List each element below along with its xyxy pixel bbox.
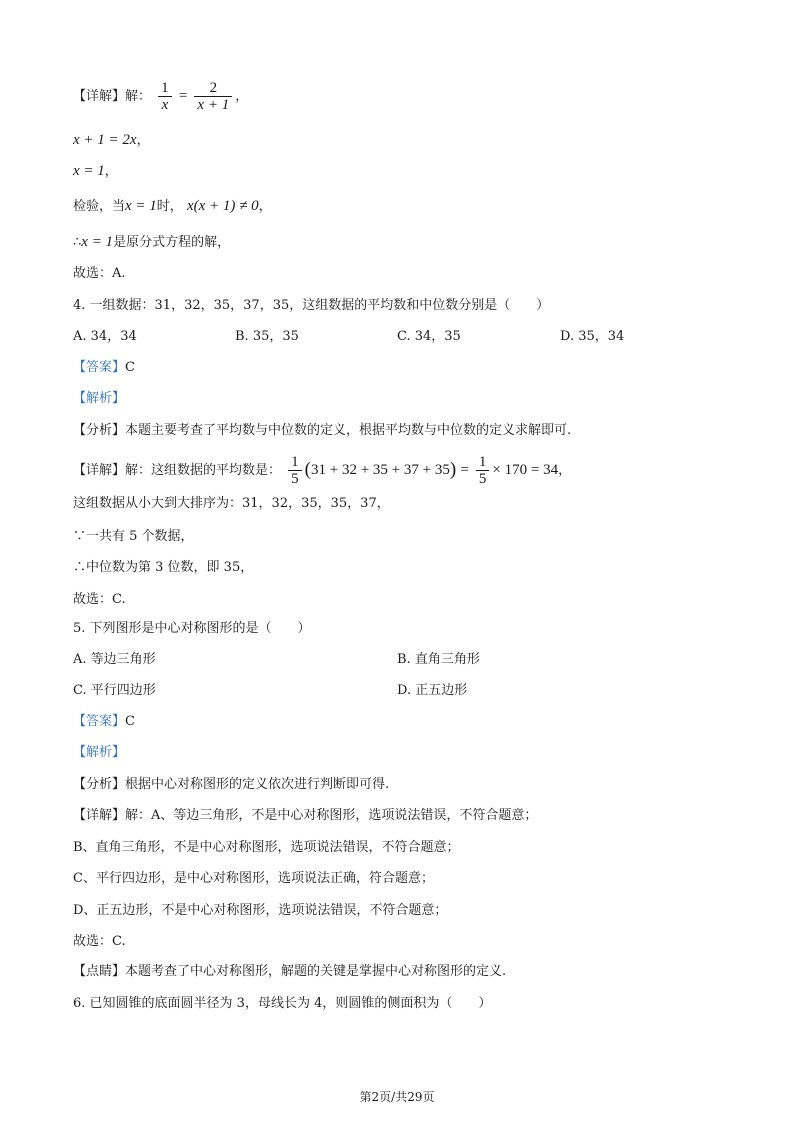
detail-tag: 【详解】 xyxy=(73,89,126,104)
prev-line4: 检验，当x = 1时， x(x + 1) ≠ 0， xyxy=(73,198,272,214)
q5-choose: 故选：C. xyxy=(73,934,126,949)
q4-because: ∵一共有 5 个数据， xyxy=(73,529,194,544)
fraction-1-over-x: $\frac{1}{x}$ xyxy=(158,80,172,113)
q5-detail: 【详解】解：A、等边三角形，不是中心对称图形，选项说法错误，不符合题意； xyxy=(73,808,538,823)
q4-option-c: C. 34，35 xyxy=(397,329,461,344)
prev-line3: x = 1， xyxy=(73,163,118,179)
q5-option-b: B. 直角三角形 xyxy=(397,652,480,667)
q4-stem: 4. 一组数据：31，32，35，37，35，这组数据的平均数和中位数分别是（ ） xyxy=(73,298,550,313)
prev-detail-line1: 【详解】解： $\frac{1}{x}$ = $\frac{2}{x + 1}$ ， xyxy=(73,80,249,113)
fraction-2-over-x-plus-1: $\frac{2}{x + 1}$ xyxy=(194,80,232,113)
answer-tag: 【答案】 xyxy=(73,714,126,729)
q4-detail: 【详解】解：这组数据的平均数是： $\frac{1}{5}$ (31 + 32 + 35 + 37 + 35) = $\frac{1}{5}$ × 170 = 34， xyxy=(73,454,572,487)
q5-d: D、正五边形，不是中心对称图形，选项说法错误，不符合题意； xyxy=(73,903,448,918)
q4-choose: 故选：C. xyxy=(73,592,126,607)
prev-line2: x + 1 = 2x， xyxy=(73,132,150,148)
q5-c: C、平行四边形，是中心对称图形，选项说法正确，符合题意； xyxy=(73,871,434,886)
q5-stem: 5. 下列图形是中心对称图形的是（ ） xyxy=(73,621,311,636)
q4-sort: 这组数据从小大到大排序为：31，32，35，35，37， xyxy=(73,496,390,511)
answer-tag: 【答案】 xyxy=(73,360,126,375)
q5-option-d: D. 正五边形 xyxy=(397,683,468,698)
fraction-one-fifth-2: $\frac{1}{5}$ xyxy=(476,454,490,487)
page-footer: 第2页/共29页 xyxy=(359,1090,435,1104)
q4-option-d: D. 35，34 xyxy=(560,329,625,344)
q5-option-c: C. 平行四边形 xyxy=(73,683,156,698)
q5-answer: 【答案】C xyxy=(73,714,135,729)
prev-choose: 故选：A. xyxy=(73,266,126,281)
fraction-one-fifth: $\frac{1}{5}$ xyxy=(288,454,302,487)
solve-prefix: 解： xyxy=(125,89,152,104)
q6-stem: 6. 已知圆锥的底面圆半径为 3，母线长为 4，则圆锥的侧面积为（ ） xyxy=(73,996,492,1011)
q4-option-a: A. 34，34 xyxy=(73,329,137,344)
q5-analysis-tag: 【解析】 xyxy=(73,745,126,760)
q4-option-b: B. 35，35 xyxy=(235,329,299,344)
q4-answer: 【答案】C xyxy=(73,360,135,375)
q5-option-a: A. 等边三角形 xyxy=(73,652,156,667)
q4-therefore: ∴中位数为第 3 位数，即 35， xyxy=(73,560,254,575)
q5-fenxi: 【分析】根据中心对称图形的定义依次进行判断即可得. xyxy=(73,777,390,792)
q5-b: B、直角三角形，不是中心对称图形，选项说法错误，不符合题意； xyxy=(73,840,460,855)
prev-line5: ∴x = 1是原分式方程的解， xyxy=(73,234,231,250)
q4-fenxi: 【分析】本题主要考查了平均数与中位数的定义，根据平均数与中位数的定义求解即可. xyxy=(73,423,572,438)
q4-analysis-tag: 【解析】 xyxy=(73,391,126,406)
q5-dianjing: 【点睛】本题考查了中心对称图形，解题的关键是掌握中心对称图形的定义. xyxy=(73,964,507,979)
